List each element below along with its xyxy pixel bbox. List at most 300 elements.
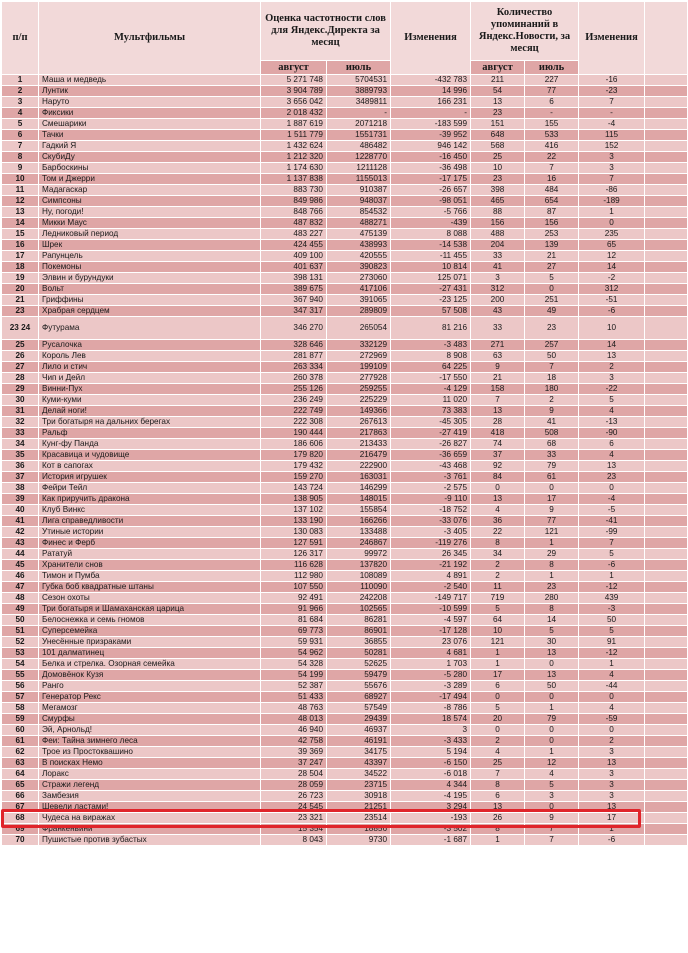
news-august: 398 bbox=[471, 185, 525, 196]
cartoon-title: Вольт bbox=[39, 284, 261, 295]
cartoon-title: Винни-Пух bbox=[39, 384, 261, 395]
direct-august: 883 730 bbox=[261, 185, 327, 196]
row-number: 43 bbox=[2, 538, 39, 549]
direct-august: 222 749 bbox=[261, 406, 327, 417]
direct-july: 99972 bbox=[327, 549, 391, 560]
news-august: 1 bbox=[471, 835, 525, 846]
news-change: 3 bbox=[579, 373, 645, 384]
direct-august: 54 199 bbox=[261, 670, 327, 681]
direct-july: 438993 bbox=[327, 240, 391, 251]
table-row bbox=[2, 406, 688, 417]
news-august: 7 bbox=[471, 395, 525, 406]
table-row bbox=[2, 758, 688, 769]
table-row bbox=[2, 692, 688, 703]
row-number: 15 bbox=[2, 229, 39, 240]
direct-august: 126 317 bbox=[261, 549, 327, 560]
empty-cell bbox=[645, 373, 688, 384]
table-row bbox=[2, 262, 688, 273]
news-july: 0 bbox=[525, 659, 579, 670]
news-july: 13 bbox=[525, 670, 579, 681]
direct-change: 4 891 bbox=[391, 571, 471, 582]
row-number: 42 bbox=[2, 527, 39, 538]
direct-change: -3 502 bbox=[391, 824, 471, 835]
cartoon-title: Фиксики bbox=[39, 108, 261, 119]
news-august: 312 bbox=[471, 284, 525, 295]
header-change-direct: Изменения bbox=[391, 2, 471, 75]
empty-cell bbox=[645, 692, 688, 703]
empty-cell bbox=[645, 813, 688, 824]
news-change: -16 bbox=[579, 75, 645, 86]
table-row bbox=[2, 835, 688, 846]
news-change: -6 bbox=[579, 560, 645, 571]
direct-change: 5 194 bbox=[391, 747, 471, 758]
news-august: 41 bbox=[471, 262, 525, 273]
direct-august: 37 247 bbox=[261, 758, 327, 769]
table-row bbox=[2, 108, 688, 119]
empty-cell bbox=[645, 538, 688, 549]
table-row bbox=[2, 582, 688, 593]
news-change: 65 bbox=[579, 240, 645, 251]
news-august: 64 bbox=[471, 615, 525, 626]
news-change: 13 bbox=[579, 351, 645, 362]
news-change: 3 bbox=[579, 769, 645, 780]
news-august: 54 bbox=[471, 86, 525, 97]
news-change: -51 bbox=[579, 295, 645, 306]
direct-august: 59 931 bbox=[261, 637, 327, 648]
direct-change: -3 433 bbox=[391, 736, 471, 747]
direct-august: 255 126 bbox=[261, 384, 327, 395]
news-july: 654 bbox=[525, 196, 579, 207]
news-change: 2 bbox=[579, 736, 645, 747]
news-july: 68 bbox=[525, 439, 579, 450]
cartoon-title: Мадагаскар bbox=[39, 185, 261, 196]
direct-august: 398 131 bbox=[261, 273, 327, 284]
direct-july: 52625 bbox=[327, 659, 391, 670]
row-number: 34 bbox=[2, 439, 39, 450]
empty-cell bbox=[645, 384, 688, 395]
news-august: 156 bbox=[471, 218, 525, 229]
news-august: 1 bbox=[471, 648, 525, 659]
direct-july: 110090 bbox=[327, 582, 391, 593]
direct-august: 260 378 bbox=[261, 373, 327, 384]
direct-change: -26 827 bbox=[391, 439, 471, 450]
news-july: 22 bbox=[525, 152, 579, 163]
news-august: 204 bbox=[471, 240, 525, 251]
table-row bbox=[2, 417, 688, 428]
direct-august: 179 820 bbox=[261, 450, 327, 461]
empty-cell bbox=[645, 835, 688, 846]
direct-july: 30918 bbox=[327, 791, 391, 802]
cartoon-title: 101 далматинец bbox=[39, 648, 261, 659]
empty-cell bbox=[645, 659, 688, 670]
news-july: 12 bbox=[525, 758, 579, 769]
direct-change: -4 129 bbox=[391, 384, 471, 395]
cartoon-title: Рататуй bbox=[39, 549, 261, 560]
direct-july: 5704531 bbox=[327, 75, 391, 86]
cartoon-title: Ледниковый период bbox=[39, 229, 261, 240]
direct-august: 42 758 bbox=[261, 736, 327, 747]
empty-cell bbox=[645, 725, 688, 736]
direct-july: 148015 bbox=[327, 494, 391, 505]
cartoon-title: Мегамозг bbox=[39, 703, 261, 714]
direct-july: 149366 bbox=[327, 406, 391, 417]
cartoon-title: Чип и Дейл bbox=[39, 373, 261, 384]
cartoon-title: Три богатыря и Шамаханская царица bbox=[39, 604, 261, 615]
table-row bbox=[2, 516, 688, 527]
table-row bbox=[2, 824, 688, 835]
direct-august: 112 980 bbox=[261, 571, 327, 582]
direct-change: 18 574 bbox=[391, 714, 471, 725]
direct-july: 46191 bbox=[327, 736, 391, 747]
news-august: 271 bbox=[471, 340, 525, 351]
direct-august: 401 637 bbox=[261, 262, 327, 273]
row-number: 35 bbox=[2, 450, 39, 461]
row-number: 31 bbox=[2, 406, 39, 417]
news-august: 4 bbox=[471, 747, 525, 758]
news-august: 34 bbox=[471, 549, 525, 560]
empty-cell bbox=[645, 670, 688, 681]
empty-cell bbox=[645, 229, 688, 240]
direct-july: 57549 bbox=[327, 703, 391, 714]
cartoon-title: Гадкий Я bbox=[39, 141, 261, 152]
news-july: 0 bbox=[525, 483, 579, 494]
news-change: -99 bbox=[579, 527, 645, 538]
cartoon-title: Три богатыря на дальних берегах bbox=[39, 417, 261, 428]
row-number: 69 bbox=[2, 824, 39, 835]
direct-change: -2 540 bbox=[391, 582, 471, 593]
cartoon-title: Клуб Винкс bbox=[39, 505, 261, 516]
table-row bbox=[2, 659, 688, 670]
news-july: 7 bbox=[525, 835, 579, 846]
news-july: 508 bbox=[525, 428, 579, 439]
direct-august: 46 940 bbox=[261, 725, 327, 736]
direct-change: -36 659 bbox=[391, 450, 471, 461]
news-july: 14 bbox=[525, 615, 579, 626]
direct-change: 81 216 bbox=[391, 317, 471, 340]
news-change: 6 bbox=[579, 439, 645, 450]
direct-august: 281 877 bbox=[261, 351, 327, 362]
direct-august: 52 387 bbox=[261, 681, 327, 692]
news-august: 37 bbox=[471, 450, 525, 461]
cartoon-title: Франкенвини bbox=[39, 824, 261, 835]
row-number: 30 bbox=[2, 395, 39, 406]
direct-change: -17 175 bbox=[391, 174, 471, 185]
row-number: 68 bbox=[2, 813, 39, 824]
news-change: -12 bbox=[579, 648, 645, 659]
direct-change: 8 088 bbox=[391, 229, 471, 240]
direct-july: 86281 bbox=[327, 615, 391, 626]
news-change: -23 bbox=[579, 86, 645, 97]
direct-august: 389 675 bbox=[261, 284, 327, 295]
table-row bbox=[2, 86, 688, 97]
table-row bbox=[2, 637, 688, 648]
news-august: 25 bbox=[471, 152, 525, 163]
news-august: 10 bbox=[471, 163, 525, 174]
news-august: 20 bbox=[471, 714, 525, 725]
document-page bbox=[1, 1, 687, 951]
empty-cell bbox=[645, 174, 688, 185]
direct-august: 133 190 bbox=[261, 516, 327, 527]
direct-july: 1155013 bbox=[327, 174, 391, 185]
row-number: 61 bbox=[2, 736, 39, 747]
direct-july: 265054 bbox=[327, 317, 391, 340]
news-july: 5 bbox=[525, 780, 579, 791]
news-change: -13 bbox=[579, 417, 645, 428]
news-august: 23 bbox=[471, 108, 525, 119]
direct-change: 1 703 bbox=[391, 659, 471, 670]
direct-july: - bbox=[327, 108, 391, 119]
table-row bbox=[2, 615, 688, 626]
empty-cell bbox=[645, 317, 688, 340]
empty-cell bbox=[645, 681, 688, 692]
news-july: 3 bbox=[525, 791, 579, 802]
news-change: 3 bbox=[579, 747, 645, 758]
cartoon-title: Храбрая сердцем bbox=[39, 306, 261, 317]
news-august: 13 bbox=[471, 97, 525, 108]
news-july: 0 bbox=[525, 692, 579, 703]
row-number: 4 bbox=[2, 108, 39, 119]
news-august: 4 bbox=[471, 505, 525, 516]
cartoon-title: Рапунцель bbox=[39, 251, 261, 262]
news-august: 121 bbox=[471, 637, 525, 648]
news-change: 0 bbox=[579, 725, 645, 736]
row-number: 60 bbox=[2, 725, 39, 736]
empty-cell bbox=[645, 791, 688, 802]
header-empty bbox=[645, 2, 688, 75]
news-august: 2 bbox=[471, 571, 525, 582]
direct-july: 222900 bbox=[327, 461, 391, 472]
news-change: 3 bbox=[579, 780, 645, 791]
direct-july: 217863 bbox=[327, 428, 391, 439]
cartoon-title: Тачки bbox=[39, 130, 261, 141]
news-august: 2 bbox=[471, 736, 525, 747]
news-change: 23 bbox=[579, 472, 645, 483]
direct-july: 36855 bbox=[327, 637, 391, 648]
direct-july: 272969 bbox=[327, 351, 391, 362]
empty-cell bbox=[645, 251, 688, 262]
empty-cell bbox=[645, 472, 688, 483]
news-july: 1 bbox=[525, 571, 579, 582]
news-change: -44 bbox=[579, 681, 645, 692]
news-august: 7 bbox=[471, 769, 525, 780]
header-direct: Оценка частотности слов для Яндекс.Директа за месяц bbox=[261, 2, 391, 61]
news-august: 6 bbox=[471, 791, 525, 802]
news-change: 3 bbox=[579, 163, 645, 174]
row-number: 18 bbox=[2, 262, 39, 273]
news-change: -41 bbox=[579, 516, 645, 527]
direct-july: 225229 bbox=[327, 395, 391, 406]
news-change: 7 bbox=[579, 538, 645, 549]
direct-august: 143 724 bbox=[261, 483, 327, 494]
direct-change: -17 494 bbox=[391, 692, 471, 703]
empty-cell bbox=[645, 582, 688, 593]
news-july: 2 bbox=[525, 395, 579, 406]
row-number: 5 bbox=[2, 119, 39, 130]
table-row bbox=[2, 174, 688, 185]
cartoon-title: Пушистые против зубастых bbox=[39, 835, 261, 846]
direct-august: 39 369 bbox=[261, 747, 327, 758]
direct-july: 23514 bbox=[327, 813, 391, 824]
direct-august: 81 684 bbox=[261, 615, 327, 626]
news-august: 5 bbox=[471, 604, 525, 615]
row-number: 8 bbox=[2, 152, 39, 163]
news-july: 23 bbox=[525, 582, 579, 593]
direct-july: 246867 bbox=[327, 538, 391, 549]
news-august: 158 bbox=[471, 384, 525, 395]
news-july: 79 bbox=[525, 461, 579, 472]
direct-change: -45 305 bbox=[391, 417, 471, 428]
direct-july: 34175 bbox=[327, 747, 391, 758]
direct-july: 50281 bbox=[327, 648, 391, 659]
empty-cell bbox=[645, 571, 688, 582]
news-july: 0 bbox=[525, 736, 579, 747]
news-july: 33 bbox=[525, 450, 579, 461]
direct-change: -3 761 bbox=[391, 472, 471, 483]
direct-change: -3 405 bbox=[391, 527, 471, 538]
cartoon-title: Белка и стрелка. Озорная семейка bbox=[39, 659, 261, 670]
direct-august: 5 271 748 bbox=[261, 75, 327, 86]
row-number: 2 bbox=[2, 86, 39, 97]
news-august: 211 bbox=[471, 75, 525, 86]
row-number: 41 bbox=[2, 516, 39, 527]
news-august: 13 bbox=[471, 802, 525, 813]
news-july: 79 bbox=[525, 714, 579, 725]
news-change: -2 bbox=[579, 273, 645, 284]
direct-august: 137 102 bbox=[261, 505, 327, 516]
direct-change: -39 952 bbox=[391, 130, 471, 141]
table-row bbox=[2, 593, 688, 604]
cartoon-title: Унесённые призраками bbox=[39, 637, 261, 648]
row-number: 23 24 bbox=[2, 317, 39, 340]
row-number: 36 bbox=[2, 461, 39, 472]
cartoon-title: Наруто bbox=[39, 97, 261, 108]
direct-august: 92 491 bbox=[261, 593, 327, 604]
table-row bbox=[2, 340, 688, 351]
direct-august: 28 059 bbox=[261, 780, 327, 791]
direct-change: 26 345 bbox=[391, 549, 471, 560]
direct-change: -1 687 bbox=[391, 835, 471, 846]
news-august: 43 bbox=[471, 306, 525, 317]
direct-august: 48 013 bbox=[261, 714, 327, 725]
direct-july: 34522 bbox=[327, 769, 391, 780]
table-row bbox=[2, 527, 688, 538]
row-number: 58 bbox=[2, 703, 39, 714]
direct-change: 946 142 bbox=[391, 141, 471, 152]
subheader-july-news: июль bbox=[525, 61, 579, 75]
direct-august: 24 545 bbox=[261, 802, 327, 813]
direct-change: -5 280 bbox=[391, 670, 471, 681]
news-august: 3 bbox=[471, 273, 525, 284]
empty-cell bbox=[645, 362, 688, 373]
direct-august: 328 646 bbox=[261, 340, 327, 351]
news-july: 251 bbox=[525, 295, 579, 306]
news-august: 92 bbox=[471, 461, 525, 472]
cartoon-title: Финес и Ферб bbox=[39, 538, 261, 549]
news-change: 0 bbox=[579, 483, 645, 494]
cartoon-title: Барбоскины bbox=[39, 163, 261, 174]
empty-cell bbox=[645, 340, 688, 351]
cartoon-title: Красавица и чудовище bbox=[39, 450, 261, 461]
empty-cell bbox=[645, 86, 688, 97]
news-change: 17 bbox=[579, 813, 645, 824]
empty-cell bbox=[645, 130, 688, 141]
empty-cell bbox=[645, 769, 688, 780]
direct-july: 166266 bbox=[327, 516, 391, 527]
table-row bbox=[2, 185, 688, 196]
news-july: 156 bbox=[525, 218, 579, 229]
news-change: 5 bbox=[579, 549, 645, 560]
news-change: 50 bbox=[579, 615, 645, 626]
news-july: - bbox=[525, 108, 579, 119]
direct-july: 199109 bbox=[327, 362, 391, 373]
news-change: -59 bbox=[579, 714, 645, 725]
cartoon-title: Эй, Арнольд! bbox=[39, 725, 261, 736]
table-row bbox=[2, 163, 688, 174]
table-row bbox=[2, 813, 688, 824]
direct-july: 390823 bbox=[327, 262, 391, 273]
direct-change: -183 599 bbox=[391, 119, 471, 130]
empty-cell bbox=[645, 406, 688, 417]
news-change: 4 bbox=[579, 670, 645, 681]
table-row bbox=[2, 714, 688, 725]
direct-change: -8 786 bbox=[391, 703, 471, 714]
direct-july: 1551731 bbox=[327, 130, 391, 141]
empty-cell bbox=[645, 207, 688, 218]
news-change: 91 bbox=[579, 637, 645, 648]
direct-august: 263 334 bbox=[261, 362, 327, 373]
table-row bbox=[2, 483, 688, 494]
row-number: 52 bbox=[2, 637, 39, 648]
table-row bbox=[2, 141, 688, 152]
direct-august: 222 308 bbox=[261, 417, 327, 428]
news-july: 280 bbox=[525, 593, 579, 604]
row-number: 37 bbox=[2, 472, 39, 483]
direct-july: 55676 bbox=[327, 681, 391, 692]
news-change: -189 bbox=[579, 196, 645, 207]
row-number: 65 bbox=[2, 780, 39, 791]
empty-cell bbox=[645, 450, 688, 461]
cartoon-title: Кунг-фу Панда bbox=[39, 439, 261, 450]
table-row bbox=[2, 472, 688, 483]
news-change: 5 bbox=[579, 626, 645, 637]
news-july: 5 bbox=[525, 273, 579, 284]
cartoon-title: Трое из Простоквашино bbox=[39, 747, 261, 758]
direct-july: 9730 bbox=[327, 835, 391, 846]
empty-cell bbox=[645, 395, 688, 406]
row-number: 70 bbox=[2, 835, 39, 846]
news-august: 5 bbox=[471, 703, 525, 714]
news-change: 0 bbox=[579, 692, 645, 703]
empty-cell bbox=[645, 802, 688, 813]
row-number: 12 bbox=[2, 196, 39, 207]
cartoon-title: Ранго bbox=[39, 681, 261, 692]
cartoon-title: История игрушек bbox=[39, 472, 261, 483]
news-july: 533 bbox=[525, 130, 579, 141]
table-row bbox=[2, 428, 688, 439]
news-change: 1 bbox=[579, 571, 645, 582]
direct-change: -33 076 bbox=[391, 516, 471, 527]
row-number: 27 bbox=[2, 362, 39, 373]
table-row bbox=[2, 703, 688, 714]
table-row bbox=[2, 284, 688, 295]
direct-july: 102565 bbox=[327, 604, 391, 615]
direct-august: 487 832 bbox=[261, 218, 327, 229]
news-change: 115 bbox=[579, 130, 645, 141]
news-change: 2 bbox=[579, 362, 645, 373]
empty-cell bbox=[645, 163, 688, 174]
news-july: 87 bbox=[525, 207, 579, 218]
table-row bbox=[2, 362, 688, 373]
